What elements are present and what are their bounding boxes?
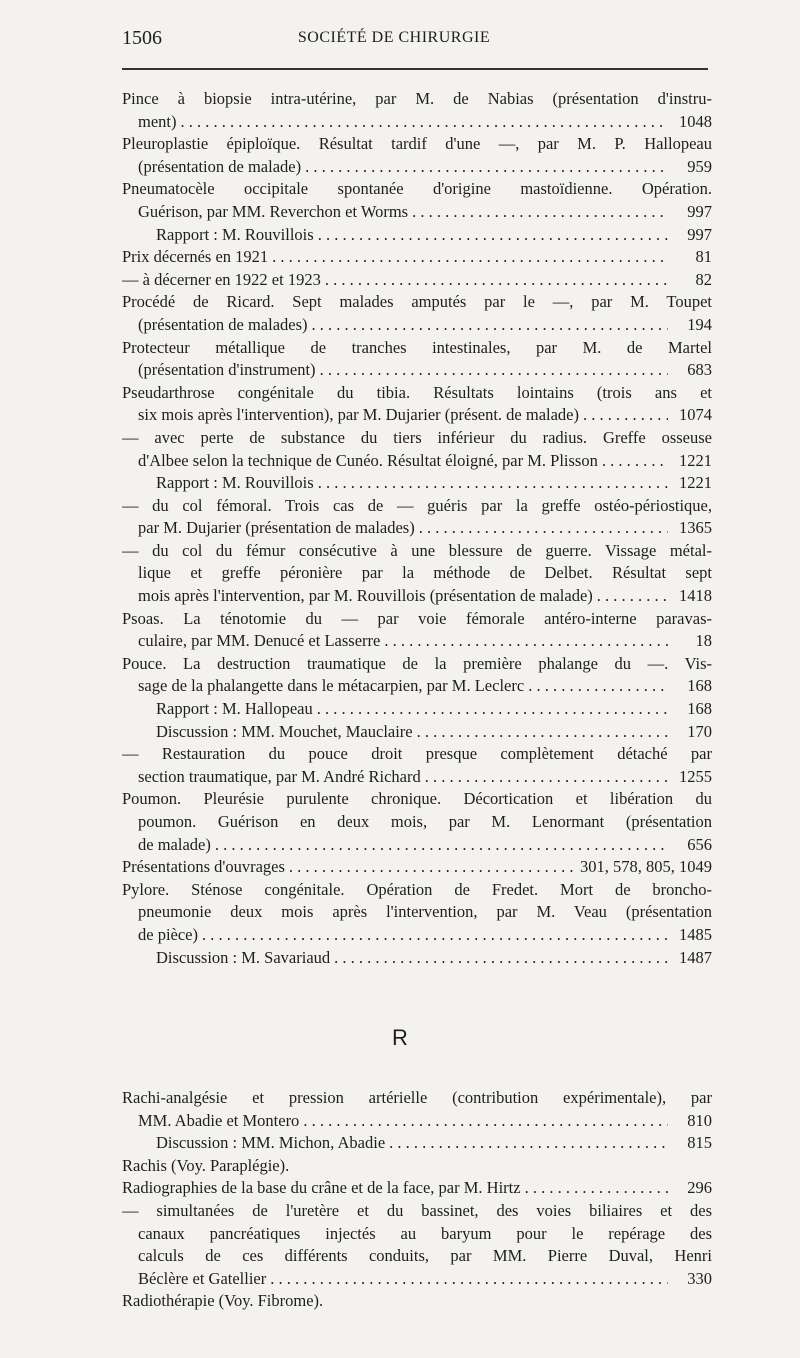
dot-leader bbox=[334, 947, 668, 970]
index-line bbox=[122, 269, 712, 292]
entry-text: (présentation de malade) bbox=[138, 156, 302, 176]
index-line: — du col du fémur consécutive à une blessure de guerre. Vissage métal- bbox=[122, 540, 712, 560]
index-line: — simultanées de l'uretère et du bassinet, des voies biliaires et des bbox=[122, 1200, 712, 1220]
index-line bbox=[122, 404, 712, 427]
page-reference: 1255 bbox=[679, 766, 712, 786]
entry-text: Prix décernés en 1921 bbox=[122, 247, 269, 267]
entry-text: six mois après l'intervention), par M. Dujarier (présent. de malade) bbox=[138, 405, 579, 425]
page-reference: 330 bbox=[687, 1268, 712, 1288]
dot-leader bbox=[528, 675, 668, 698]
index-section-p bbox=[122, 88, 712, 969]
page-reference: 1221 bbox=[679, 450, 712, 470]
page-reference: 82 bbox=[695, 269, 712, 289]
entry-text: Discussion : MM. Michon, Abadie bbox=[156, 1133, 386, 1153]
index-line: poumon. Guérison en deux mois, par M. Lenormant (présentation bbox=[138, 812, 712, 831]
page-reference: 1365 bbox=[679, 518, 712, 538]
index-line bbox=[122, 585, 712, 608]
page-reference: 1074 bbox=[679, 405, 712, 425]
entry-text: Rapport : M. Rouvillois bbox=[156, 473, 314, 493]
dot-leader bbox=[412, 201, 668, 224]
index-line bbox=[122, 698, 712, 721]
index-line bbox=[122, 224, 712, 247]
index-line bbox=[122, 517, 712, 540]
entry-text: Rapport : M. Hallopeau bbox=[156, 699, 313, 719]
dot-leader bbox=[312, 314, 668, 337]
index-line bbox=[122, 1110, 712, 1133]
entry-text: ment) bbox=[138, 111, 177, 131]
page-reference: 81 bbox=[695, 247, 712, 267]
entry-text: section traumatique, par M. André Richard bbox=[138, 766, 421, 786]
page-reference: 18 bbox=[695, 631, 712, 651]
index-line: lique et greffe péronière par la méthode de Delbet. Résultat sept bbox=[138, 563, 712, 583]
index-line: pneumonie deux mois après l'intervention, par M. Veau (présentation bbox=[138, 902, 712, 922]
dot-leader bbox=[318, 224, 668, 247]
index-line: Rachis (Voy. Paraplégie). bbox=[122, 1155, 290, 1175]
dot-leader bbox=[384, 630, 668, 653]
entry-text: MM. Abadie et Montero bbox=[138, 1110, 300, 1130]
index-line: Radiothérapie (Voy. Fibrome). bbox=[122, 1291, 324, 1311]
page-reference: 1485 bbox=[679, 924, 712, 944]
dot-leader bbox=[320, 359, 668, 382]
page-reference: 815 bbox=[687, 1133, 712, 1153]
dot-leader bbox=[417, 721, 668, 744]
index-line bbox=[122, 156, 712, 179]
index-line: Procédé de Ricard. Sept malades amputés par le —, par M. Toupet bbox=[122, 292, 712, 312]
index-line bbox=[122, 1268, 712, 1291]
page-reference: 194 bbox=[687, 314, 712, 334]
index-line bbox=[122, 472, 712, 495]
index-line bbox=[122, 450, 712, 473]
index-line bbox=[122, 834, 712, 857]
dot-leader bbox=[270, 1268, 668, 1291]
page-reference: 810 bbox=[687, 1110, 712, 1130]
index-line: Rachi-analgésie et pression artérielle (contribution expérimentale), par bbox=[122, 1088, 712, 1107]
page-reference: 683 bbox=[687, 360, 712, 380]
entry-text: Radiographies de la base du crâne et de la face, par M. Hirtz bbox=[122, 1178, 521, 1198]
entry-text: Béclère et Gatellier bbox=[138, 1268, 267, 1288]
page-reference: 997 bbox=[687, 201, 712, 221]
page-reference: 1048 bbox=[679, 111, 712, 131]
page-reference: 301, 578, 805, 1049 bbox=[580, 857, 712, 877]
running-title: SOCIÉTÉ DE CHIRURGIE bbox=[297, 29, 491, 46]
page-reference: 1221 bbox=[679, 473, 712, 493]
dot-leader bbox=[272, 246, 668, 269]
entry-text: (présentation d'instrument) bbox=[138, 360, 316, 380]
dot-leader bbox=[419, 517, 668, 540]
index-line: canaux pancréatiques injectés au baryum pour le repérage des bbox=[138, 1223, 712, 1243]
entry-text: Discussion : MM. Mouchet, Mauclaire bbox=[156, 721, 413, 741]
dot-leader bbox=[215, 834, 668, 857]
index-line bbox=[122, 314, 712, 337]
index-line: — du col fémoral. Trois cas de — guéris par la greffe ostéo-périostique, bbox=[122, 495, 712, 515]
index-line bbox=[122, 856, 712, 879]
page-reference: 168 bbox=[687, 676, 712, 696]
page-number: 1506 bbox=[122, 27, 162, 49]
entry-text: d'Albee selon la technique de Cunéo. Résultat éloigné, par M. Plisson bbox=[138, 450, 598, 470]
page-reference: 656 bbox=[687, 834, 712, 854]
entry-text: culaire, par MM. Denucé et Lasserre bbox=[138, 631, 381, 651]
page-header bbox=[122, 27, 666, 53]
page-reference: 1487 bbox=[679, 947, 712, 967]
index-line: Pseudarthrose congénitale du tibia. Résultats lointains (trois ans et bbox=[122, 382, 712, 402]
index-line bbox=[122, 111, 712, 134]
dot-leader bbox=[525, 1177, 668, 1200]
index-line: calculs de ces différents conduits, par MM. Pierre Duval, Henri bbox=[138, 1246, 712, 1266]
entry-text: sage de la phalangette dans le métacarpien, par M. Leclerc bbox=[138, 676, 525, 696]
index-line bbox=[122, 947, 712, 970]
dot-leader bbox=[597, 585, 668, 608]
index-line bbox=[122, 766, 712, 789]
entry-text: Présentations d'ouvrages bbox=[122, 857, 285, 877]
entry-text: (présentation de malades) bbox=[138, 314, 308, 334]
index-line: Poumon. Pleurésie purulente chronique. Décortication et libération du bbox=[122, 789, 712, 809]
entry-text: Rapport : M. Rouvillois bbox=[156, 224, 314, 244]
dot-leader bbox=[325, 269, 668, 292]
header-rule bbox=[122, 68, 708, 70]
dot-leader bbox=[389, 1132, 668, 1155]
index-line bbox=[122, 675, 712, 698]
entry-text: Discussion : M. Savariaud bbox=[156, 947, 331, 967]
section-letter: R bbox=[392, 1025, 408, 1050]
dot-leader bbox=[305, 156, 668, 179]
dot-leader bbox=[425, 766, 668, 789]
page-reference: 170 bbox=[687, 721, 712, 741]
entry-text: mois après l'intervention, par M. Rouvillois (présentation de malade) bbox=[138, 586, 593, 606]
index-line bbox=[122, 1177, 712, 1200]
index-line: Pylore. Sténose congénitale. Opération de Fredet. Mort de broncho- bbox=[122, 879, 712, 899]
dot-leader bbox=[318, 472, 668, 495]
page-reference: 168 bbox=[687, 699, 712, 719]
page-reference: 997 bbox=[687, 224, 712, 244]
index-line: Pleuroplastie épiploïque. Résultat tardif d'une —, par M. P. Hallopeau bbox=[122, 134, 712, 154]
entry-text: de pièce) bbox=[138, 924, 198, 944]
entry-text: de malade) bbox=[138, 834, 211, 854]
entry-text: Guérison, par MM. Reverchon et Worms bbox=[138, 201, 409, 221]
dot-leader bbox=[303, 1110, 668, 1133]
dot-leader bbox=[181, 111, 669, 134]
index-line bbox=[122, 359, 712, 382]
index-line bbox=[122, 721, 712, 744]
index-section-r bbox=[122, 1087, 712, 1313]
page-reference: 959 bbox=[687, 156, 712, 176]
index-line: Pince à biopsie intra-utérine, par M. de Nabias (présentation d'instru- bbox=[122, 89, 712, 108]
index-line bbox=[122, 924, 712, 947]
entry-text: — à décerner en 1922 et 1923 bbox=[122, 269, 321, 289]
index-line: — avec perte de substance du tiers inférieur du radius. Greffe osseuse bbox=[122, 427, 712, 447]
index-line: — Restauration du pouce droit presque complètement détaché par bbox=[122, 744, 712, 764]
page-reference: 296 bbox=[687, 1178, 712, 1198]
index-line: Pneumatocèle occipitale spontanée d'origine mastoïdienne. Opération. bbox=[122, 179, 712, 199]
index-line: Pouce. La destruction traumatique de la première phalange du —. Vis- bbox=[122, 653, 712, 673]
page-reference: 1418 bbox=[679, 586, 712, 606]
dot-leader bbox=[583, 404, 668, 427]
index-line bbox=[122, 630, 712, 653]
index-line bbox=[122, 201, 712, 224]
dot-leader bbox=[317, 698, 668, 721]
index-line: Protecteur métallique de tranches intestinales, par M. de Martel bbox=[122, 337, 712, 357]
index-line bbox=[122, 1132, 712, 1155]
dot-leader bbox=[602, 450, 668, 473]
dot-leader bbox=[289, 856, 576, 879]
dot-leader bbox=[202, 924, 668, 947]
entry-text: par M. Dujarier (présentation de malades) bbox=[138, 518, 415, 538]
index-line bbox=[122, 246, 712, 269]
index-line: Psoas. La ténotomie du — par voie fémorale antéro-interne paravas- bbox=[122, 608, 712, 628]
